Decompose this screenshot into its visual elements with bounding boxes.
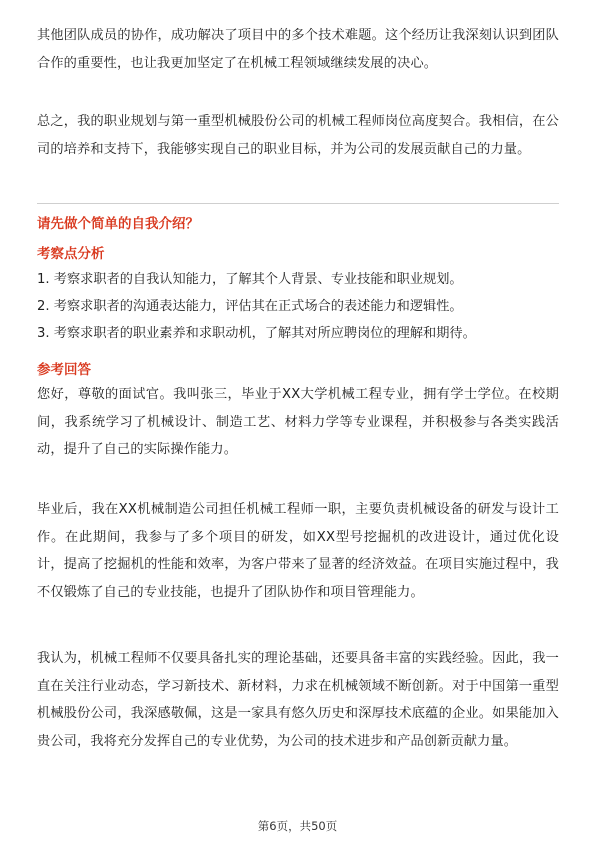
analysis-item-3: 3. 考察求职者的职业素养和求职动机，了解其对所应聘岗位的理解和期待。 [37, 326, 476, 341]
question-title: 请先做个简单的自我介绍？ [37, 216, 199, 232]
answer-paragraph-1: 您好，尊敬的面试官。我叫张三，毕业于XX大学机械工程专业，拥有学士学位。在校期间，我系统学习了机械设计、制造工艺、材料力学等专业课程，并积极参与各类实践活动，提升了自己的实际操作能力。 [37, 387, 559, 457]
answer-paragraph-2: 毕业后，我在XX机械制造公司担任机械工程师一职，主要负责机械设备的研发与设计工作。在此期间，我参与了多个项目的研发，如XX型号挖掘机的改进设计，通过优化设计，提高了挖掘机的性能和效率，为客户带来了显著的经济效益。在项目实施过程中，我不仅锻炼了自己的专业技能，也提升了团队协作和项目管理能力。 [37, 502, 559, 600]
answer-paragraph-3: 我认为，机械工程师不仅要具备扎实的理论基础，还要具备丰富的实践经验。因此，我一直在关注行业动态，学习新技术、新材料，力求在机械领域不断创新。对于中国第一重型机械股份公司，我深感敬佩，这是一家具有悠久历史和深厚技术底蕴的企业。如果能加入贵公司，我将充分发挥自己的专业优势，为公司的技术进步和产品创新贡献力量。 [37, 651, 559, 749]
intro-paragraph-1: 其他团队成员的协作，成功解决了项目中的多个技术难题。这个经历让我深刻认识到团队合作的重要性，也让我更加坚定了在机械工程领域继续发展的决心。 [37, 28, 559, 71]
page-number: 第6页，共50页 [257, 819, 338, 833]
analysis-heading: 考察点分析 [37, 246, 105, 262]
answer-heading: 参考回答 [37, 362, 91, 378]
intro-paragraph-2: 总之，我的职业规划与第一重型机械股份公司的机械工程师岗位高度契合。我相信，在公司的培养和支持下，我能够实现自己的职业目标，并为公司的发展贡献自己的力量。 [37, 114, 559, 157]
analysis-item-1: 1. 考察求职者的自我认知能力，了解其个人背景、专业技能和职业规划。 [37, 272, 463, 287]
analysis-item-2: 2. 考察求职者的沟通表达能力，评估其在正式场合的表述能力和逻辑性。 [37, 299, 463, 314]
section-divider [37, 203, 559, 204]
